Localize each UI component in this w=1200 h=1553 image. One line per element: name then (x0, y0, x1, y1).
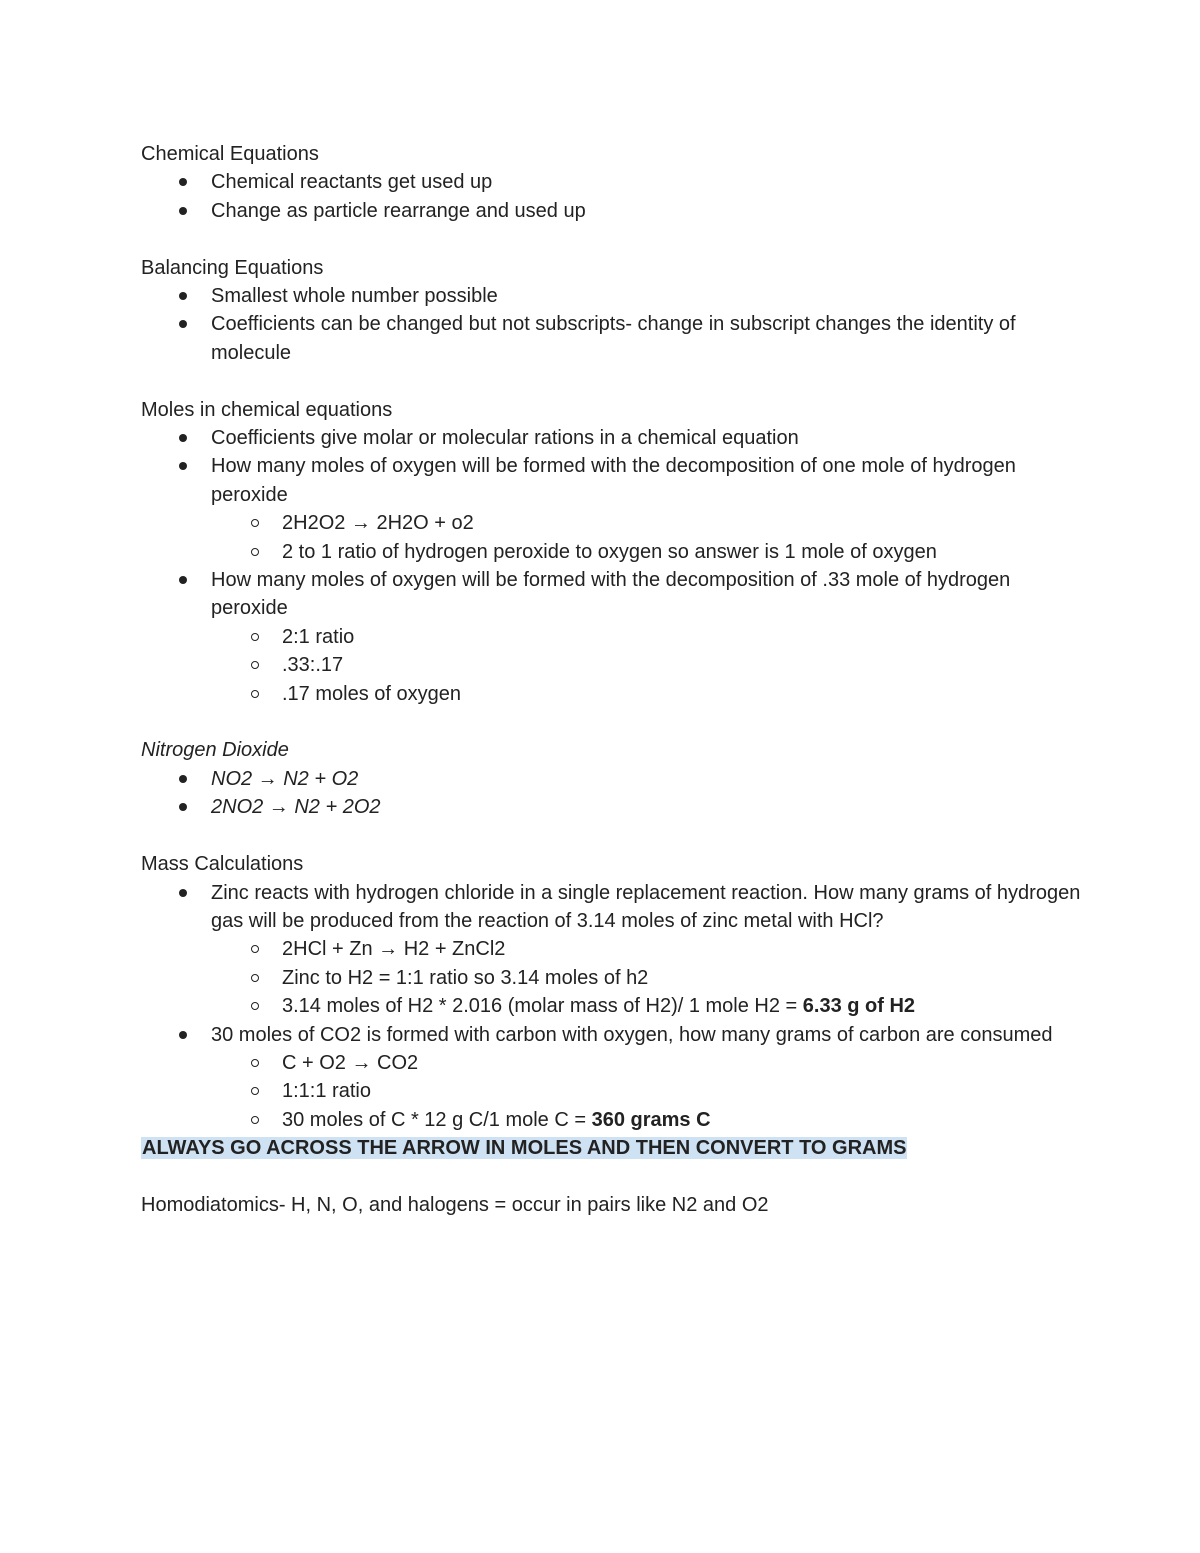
list-item (141, 310, 1081, 367)
bullet-list (141, 765, 1081, 822)
highlighted-callout: ALWAYS GO ACROSS THE ARROW IN MOLES AND THEN CONVERT TO GRAMS (142, 1137, 907, 1160)
section-heading: Mass Calculations (141, 853, 304, 876)
hollow-bullet-icon (251, 974, 259, 982)
list-item-text: Smallest whole number possible (211, 285, 498, 308)
bullet-icon (179, 576, 187, 584)
bullet-icon (179, 889, 187, 897)
sub-item-text: 2HCl + Zn → H2 + ZnCl2 (282, 938, 506, 961)
section-chemical-equations (141, 140, 1081, 225)
list-item-text: NO2 → N2 + O2 (211, 767, 359, 790)
section-balancing-equations (141, 254, 1081, 368)
sub-item-text: Zinc to H2 = 1:1 ratio so 3.14 moles of h2 (282, 966, 649, 989)
list-item-text: Coefficients can be changed but not subscripts- change in subscript changes the identity of molecule (211, 313, 1016, 364)
hollow-bullet-icon (251, 633, 259, 641)
bullet-icon (179, 462, 187, 470)
section-mass-calculations (141, 850, 1081, 1134)
section-heading: Chemical Equations (141, 143, 319, 165)
sub-item-text: .17 moles of oxygen (282, 682, 461, 705)
bullet-list (141, 282, 1081, 367)
list-item (141, 566, 1081, 708)
list-item-text: 2NO2 → N2 + 2O2 (211, 796, 381, 819)
sub-list (211, 1049, 1081, 1134)
callout-line (141, 1134, 1081, 1162)
sub-list-item (141, 964, 1081, 992)
hollow-bullet-icon (251, 1059, 259, 1067)
list-item (141, 452, 1081, 566)
list-item-text: Chemical reactants get used up (211, 171, 493, 194)
sub-list-item (141, 1106, 1081, 1134)
sub-list (211, 935, 1081, 1020)
sub-item-text: 2 to 1 ratio of hydrogen peroxide to oxygen so answer is 1 mole of oxygen (282, 540, 937, 563)
bullet-icon (179, 207, 187, 215)
list-item (141, 879, 1081, 1021)
list-item (141, 424, 1081, 452)
list-item-text: 30 moles of CO2 is formed with carbon with oxygen, how many grams of carbon are consumed (211, 1023, 1053, 1046)
section-moles-in-chemical-equations (141, 396, 1081, 708)
answer-text: 6.33 g of H2 (802, 995, 916, 1018)
hollow-bullet-icon (251, 519, 259, 527)
section-nitrogen-dioxide (141, 736, 1081, 821)
sub-item-text: 2H2O2 → 2H2O + o2 (282, 512, 474, 535)
bullet-list (141, 424, 1081, 708)
bullet-list (141, 879, 1081, 1135)
hollow-bullet-icon (251, 661, 259, 669)
bullet-list (141, 168, 1081, 225)
sub-list (211, 509, 1081, 566)
document-page (141, 140, 1081, 1219)
list-item-text: Zinc reacts with hydrogen chloride in a single replacement reaction. How many grams of hydrogen gas will be produced from the reaction of 3.14 moles of zinc metal with HCl? (211, 881, 1081, 932)
list-item-text: Coefficients give molar or molecular rations in a chemical equation (211, 427, 799, 450)
list-item (141, 1021, 1081, 1135)
list-item (141, 765, 1081, 793)
hollow-bullet-icon (251, 548, 259, 556)
sub-list-item (141, 680, 1081, 708)
section-heading: Moles in chemical equations (141, 398, 393, 421)
list-item (141, 793, 1081, 821)
list-item-text: Change as particle rearrange and used up (211, 199, 586, 222)
sub-list-item (141, 623, 1081, 651)
sub-item-text: 1:1:1 ratio (282, 1080, 371, 1103)
hollow-bullet-icon (251, 945, 259, 953)
bullet-icon (179, 803, 187, 811)
bullet-icon (179, 292, 187, 300)
section-heading: Nitrogen Dioxide (141, 739, 289, 762)
hollow-bullet-icon (251, 1002, 259, 1010)
sub-item-text: C + O2 → CO2 (282, 1051, 419, 1074)
bullet-icon (179, 178, 187, 186)
sub-list-item (141, 538, 1081, 566)
sub-list-item (141, 992, 1081, 1020)
list-item (141, 282, 1081, 310)
bullet-icon (179, 320, 187, 328)
sub-list (211, 623, 1081, 708)
list-item-text: How many moles of oxygen will be formed with the decomposition of one mole of hydrogen peroxide (211, 455, 1016, 506)
bullet-icon (179, 434, 187, 442)
sub-list-item (141, 1049, 1081, 1077)
sub-item-text: 2:1 ratio (282, 625, 355, 648)
sub-item-text: 30 moles of C * 12 g C/1 mole C = (282, 1108, 592, 1131)
list-item (141, 168, 1081, 196)
sub-list-item (141, 509, 1081, 537)
bullet-icon (179, 775, 187, 783)
sub-item-text: 3.14 moles of H2 * 2.016 (molar mass of H2)/ 1 mole H2 = (282, 995, 803, 1018)
sub-list-item (141, 651, 1081, 679)
footer-line: Homodiatomics- H, N, O, and halogens = occur in pairs like N2 and O2 (141, 1193, 769, 1216)
sub-list-item (141, 1077, 1081, 1105)
list-item (141, 197, 1081, 225)
answer-text: 360 grams C (591, 1108, 711, 1131)
section-heading: Balancing Equations (141, 256, 324, 279)
bullet-icon (179, 1031, 187, 1039)
hollow-bullet-icon (251, 1087, 259, 1095)
sub-list-item (141, 935, 1081, 963)
list-item-text: How many moles of oxygen will be formed with the decomposition of .33 mole of hydrogen peroxide (211, 569, 1011, 620)
hollow-bullet-icon (251, 1116, 259, 1124)
hollow-bullet-icon (251, 690, 259, 698)
sub-item-text: .33:.17 (282, 654, 344, 677)
